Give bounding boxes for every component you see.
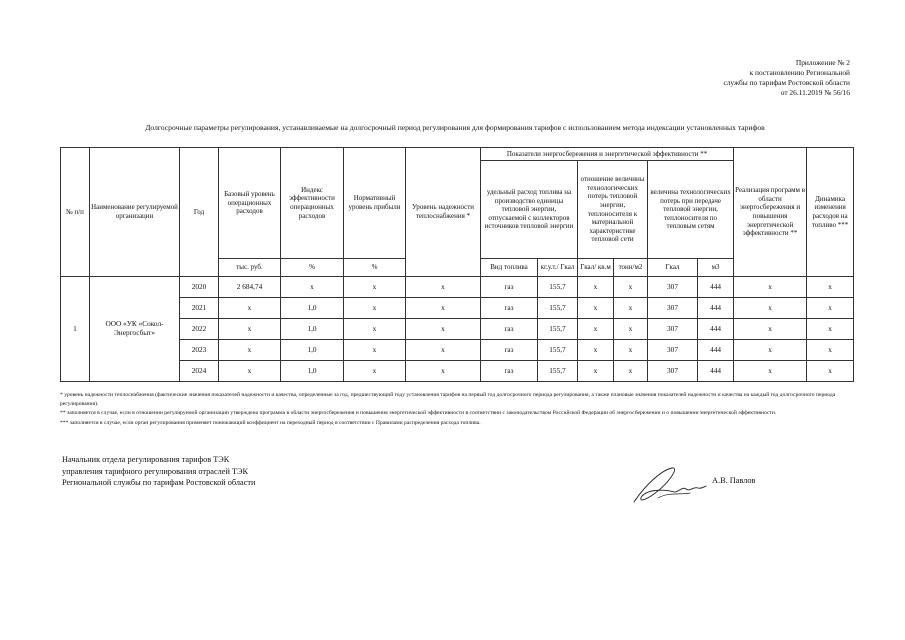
table-row xyxy=(61,298,854,319)
header-loss-ratio: отношение величины технологических потерь тепловой энергии, теплоносителя к материальной характеристике тепловой сети xyxy=(578,161,648,259)
unit-fuel-type: Вид топлива xyxy=(481,259,538,277)
parameters-table xyxy=(60,147,854,382)
cell-dynamics: х xyxy=(807,319,854,340)
header-dynamics: Динамика изменения расходов на топливо *** xyxy=(807,148,854,277)
header-reliability: Уровень надежности теплоснабжения * xyxy=(406,148,481,277)
cell-year: 2024 xyxy=(180,361,219,382)
cell-fuel-rate: 155,7 xyxy=(538,319,578,340)
cell-loss-ratio-2: х xyxy=(614,319,648,340)
cell-losses-2: 444 xyxy=(698,298,734,319)
cell-loss-ratio: х xyxy=(578,340,614,361)
unit-losses-2: м3 xyxy=(698,259,734,277)
cell-eff: 1,0 xyxy=(281,361,344,382)
org-name: ООО «УК «Сокол-Энергосбыт» xyxy=(90,277,180,382)
cell-loss-ratio: х xyxy=(578,298,614,319)
footnote-3: *** заполняется в случае, если орган регулирования применяет понижающий коэффициент на переходный период в соответствии с Правилами распределения расхода топлива. xyxy=(60,419,481,426)
cell-profit: х xyxy=(344,277,406,298)
cell-reliability: х xyxy=(406,361,481,382)
cell-losses-2: 444 xyxy=(698,361,734,382)
cell-fuel-type: газ xyxy=(481,361,538,382)
unit-fuel: кг.у.т./ Гкал xyxy=(538,259,578,277)
cell-base: 2 684,74 xyxy=(219,277,281,298)
cell-fuel-rate: 155,7 xyxy=(538,340,578,361)
signer-name: А.В. Павлов xyxy=(712,476,756,485)
cell-dynamics: х xyxy=(807,277,854,298)
signer-line-3: Региональной службы по тарифам Ростовской области xyxy=(62,478,256,487)
appendix-block xyxy=(723,58,850,98)
signature-image xyxy=(628,462,708,508)
appendix-line-1: Приложение № 2 xyxy=(795,58,850,67)
unit-profit: % xyxy=(344,259,406,277)
cell-losses-2: 444 xyxy=(698,340,734,361)
footnote-2: ** заполняется в случае, если в отношении регулируемой организации утверждена программа в области энергосбережения и повышения энергетической эффективности в соответствии с законодательством Российской Федерации об энергосбережении и о повышении энергетической эффективности. xyxy=(60,410,777,416)
cell-fuel-rate: 155,7 xyxy=(538,298,578,319)
cell-base: х xyxy=(219,340,281,361)
cell-dynamics: х xyxy=(807,361,854,382)
cell-year: 2021 xyxy=(180,298,219,319)
cell-base: х xyxy=(219,319,281,340)
cell-losses: 307 xyxy=(648,319,698,340)
table-row xyxy=(61,319,854,340)
cell-year: 2023 xyxy=(180,340,219,361)
document-title: Долгосрочные параметры регулирования, устанавливаемые на долгосрочный период регулирования для формирования тарифов с использованием метода индексации установленных тарифов xyxy=(145,123,765,132)
cell-fuel-type: газ xyxy=(481,340,538,361)
signer-line-1: Начальник отдела регулирования тарифов ТЭК xyxy=(62,455,230,464)
cell-reliability: х xyxy=(406,277,481,298)
cell-fuel-type: газ xyxy=(481,277,538,298)
cell-reliability: х xyxy=(406,340,481,361)
cell-reliability: х xyxy=(406,298,481,319)
cell-fuel-rate: 155,7 xyxy=(538,361,578,382)
cell-program: х xyxy=(734,277,807,298)
appendix-line-3: службы по тарифам Ростовской области xyxy=(723,78,850,87)
cell-profit: х xyxy=(344,319,406,340)
cell-loss-ratio: х xyxy=(578,319,614,340)
header-no: № п/п xyxy=(61,148,90,277)
cell-losses-2: 444 xyxy=(698,277,734,298)
cell-loss-ratio-2: х xyxy=(614,277,648,298)
cell-eff: х xyxy=(281,277,344,298)
cell-fuel-type: газ xyxy=(481,319,538,340)
appendix-line-2: к постановлению Региональной xyxy=(749,68,850,77)
cell-program: х xyxy=(734,298,807,319)
table-row xyxy=(61,277,854,298)
table-row xyxy=(61,340,854,361)
cell-losses: 307 xyxy=(648,277,698,298)
cell-loss-ratio: х xyxy=(578,277,614,298)
unit-loss-ratio: Гкал/ кв.м xyxy=(578,259,614,277)
footnote-1: * уровень надежности теплоснабжения (фактические значения показателей надежности и качества, определенные за год, предшествующий году установления тарифов на первый год долгосрочного периода регулирования, а также плановые значения показателей надежности и качества на каждый год долгосрочного периода регулирования). xyxy=(60,392,836,407)
cell-program: х xyxy=(734,361,807,382)
cell-program: х xyxy=(734,319,807,340)
cell-program: х xyxy=(734,340,807,361)
header-org: Наименование регулируемой организации xyxy=(90,148,180,277)
cell-fuel-type: газ xyxy=(481,298,538,319)
unit-losses: Гкал xyxy=(648,259,698,277)
cell-eff: 1,0 xyxy=(281,340,344,361)
cell-fuel-rate: 155,7 xyxy=(538,277,578,298)
cell-base: х xyxy=(219,298,281,319)
org-number: 1 xyxy=(61,277,90,382)
header-profit: Нормативный уровень прибыли xyxy=(344,148,406,259)
cell-year: 2022 xyxy=(180,319,219,340)
cell-loss-ratio-2: х xyxy=(614,340,648,361)
cell-dynamics: х xyxy=(807,340,854,361)
cell-losses: 307 xyxy=(648,298,698,319)
signer-block xyxy=(62,454,255,489)
cell-profit: х xyxy=(344,361,406,382)
cell-eff: 1,0 xyxy=(281,298,344,319)
signer-line-2: управления тарифного регулирования отраслей ТЭК xyxy=(62,466,249,476)
cell-losses: 307 xyxy=(648,361,698,382)
cell-losses-2: 444 xyxy=(698,319,734,340)
cell-profit: х xyxy=(344,298,406,319)
header-base: Базовый уровень операционных расходов xyxy=(219,148,281,259)
unit-eff: % xyxy=(281,259,344,277)
header-fuel-rate: удельный расход топлива на производство единицы тепловой энергии, отпускаемой с коллекторов источников тепловой энергии xyxy=(481,161,578,259)
cell-profit: х xyxy=(344,340,406,361)
cell-reliability: х xyxy=(406,319,481,340)
cell-base: х xyxy=(219,361,281,382)
cell-year: 2020 xyxy=(180,277,219,298)
cell-eff: 1,0 xyxy=(281,319,344,340)
table-row xyxy=(61,361,854,382)
header-program: Реализация программ в области энергосбережения и повышения энергетической эффективности ** xyxy=(734,148,807,277)
cell-loss-ratio: х xyxy=(578,361,614,382)
unit-base: тыс. руб. xyxy=(219,259,281,277)
cell-losses: 307 xyxy=(648,340,698,361)
cell-loss-ratio-2: х xyxy=(614,298,648,319)
header-year: Год xyxy=(180,148,219,277)
header-losses: величина технологических потерь при передаче тепловой энергии, теплоносителя по тепловым сетям xyxy=(648,161,734,259)
header-energy-group: Показатели энергосбережения и энергетической эффективности ** xyxy=(481,148,734,161)
header-eff: Индекс эффективности операционных расходов xyxy=(281,148,344,259)
appendix-line-4: от 26.11.2019 № 56/16 xyxy=(780,88,850,97)
cell-dynamics: х xyxy=(807,298,854,319)
cell-loss-ratio-2: х xyxy=(614,361,648,382)
footnotes xyxy=(60,391,855,428)
unit-loss-ratio-2: тонн/м2 xyxy=(614,259,648,277)
